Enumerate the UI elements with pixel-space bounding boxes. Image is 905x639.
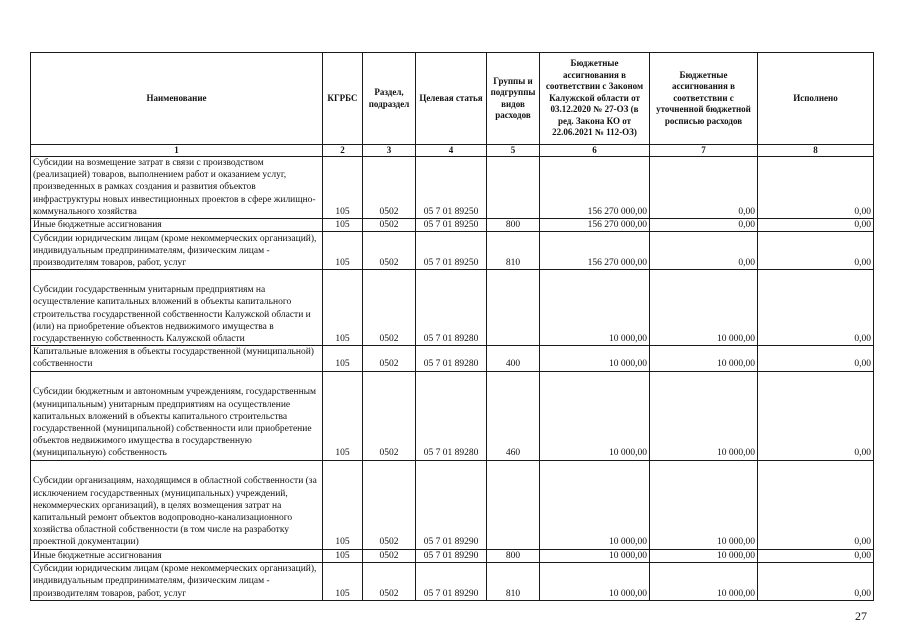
row-razdel: 0502 [363, 157, 416, 219]
row-statya: 05 7 01 89280 [416, 270, 487, 346]
row-name: Субсидии государственным унитарным предприятиям на осуществление капитальных вложений в объекты капитального строительства государственной собственности Калужской области и (или) на приобретение объектов недвижимого имущества в государственную собственность Калужской области [31, 270, 323, 346]
row-ispolneno: 0,00 [758, 219, 874, 232]
row-zakon: 10 000,00 [540, 371, 650, 460]
row-vid: 800 [487, 219, 540, 232]
row-zakon: 10 000,00 [540, 549, 650, 562]
row-kgrbs: 105 [323, 346, 363, 371]
table-row [31, 219, 874, 232]
header-razdel: Раздел, подраздел [363, 53, 416, 145]
row-rospis: 10 000,00 [650, 270, 758, 346]
row-name: Субсидии бюджетным и автономным учреждениям, государственным (муниципальным) унитарным предприятиям на осуществление капитальных вложений в объекты капитального строительства государственной (муниципальной) собственности или приобретение объектов недвижимого имущества в государственную (муниципальную) собственность [31, 371, 323, 460]
row-ispolneno: 0,00 [758, 232, 874, 270]
column-number-row [31, 145, 874, 157]
row-kgrbs: 105 [323, 157, 363, 219]
row-rospis: 0,00 [650, 157, 758, 219]
row-ispolneno: 0,00 [758, 346, 874, 371]
header-row [31, 53, 874, 145]
row-ispolneno: 0,00 [758, 157, 874, 219]
column-number: 1 [31, 145, 323, 157]
row-kgrbs: 105 [323, 460, 363, 549]
row-kgrbs: 105 [323, 549, 363, 562]
row-statya: 05 7 01 89280 [416, 346, 487, 371]
row-zakon: 10 000,00 [540, 270, 650, 346]
column-number: 6 [540, 145, 650, 157]
table-row [31, 346, 874, 371]
row-zakon: 156 270 000,00 [540, 157, 650, 219]
table-row [31, 232, 874, 270]
row-statya: 05 7 01 89250 [416, 232, 487, 270]
row-razdel: 0502 [363, 549, 416, 562]
row-razdel: 0502 [363, 219, 416, 232]
row-statya: 05 7 01 89250 [416, 219, 487, 232]
row-razdel: 0502 [363, 346, 416, 371]
page-number: 27 [855, 609, 867, 623]
table-row [31, 562, 874, 600]
row-name: Субсидии на возмещение затрат в связи с производством (реализацией) товаров, выполнением работ и оказанием услуг, произведенных в рамках создания и развития объектов инфраструктуры новых инвестиционных проектов в сфере жилищно-коммунального хозяйства [31, 157, 323, 219]
row-name: Иные бюджетные ассигнования [31, 549, 323, 562]
row-statya: 05 7 01 89250 [416, 157, 487, 219]
row-ispolneno: 0,00 [758, 562, 874, 600]
header-rospis: Бюджетные ассигнования в соответствии с уточненной бюджетной росписью расходов [650, 53, 758, 145]
row-razdel: 0502 [363, 562, 416, 600]
table-row [31, 549, 874, 562]
row-rospis: 10 000,00 [650, 460, 758, 549]
header-vid: Группы и подгруппы видов расходов [487, 53, 540, 145]
column-number: 3 [363, 145, 416, 157]
row-razdel: 0502 [363, 371, 416, 460]
column-number: 5 [487, 145, 540, 157]
row-statya: 05 7 01 89280 [416, 371, 487, 460]
row-name: Субсидии юридическим лицам (кроме некоммерческих организаций), индивидуальным предпринимателям, физическим лицам - производителям товаров, работ, услуг [31, 232, 323, 270]
row-name: Иные бюджетные ассигнования [31, 219, 323, 232]
table-row [31, 270, 874, 346]
row-kgrbs: 105 [323, 562, 363, 600]
row-ispolneno: 0,00 [758, 460, 874, 549]
header-zakon: Бюджетные ассигнования в соответствии с Законом Калужской области от 03.12.2020 № 27-ОЗ (в ред. Закона КО от 22.06.2021 № 112-ОЗ) [540, 53, 650, 145]
budget-table-sheet [30, 52, 874, 601]
row-statya: 05 7 01 89290 [416, 460, 487, 549]
table-row [31, 157, 874, 219]
row-zakon: 10 000,00 [540, 562, 650, 600]
row-razdel: 0502 [363, 460, 416, 549]
row-vid [487, 460, 540, 549]
row-vid [487, 270, 540, 346]
table-row [31, 460, 874, 549]
budget-table [30, 52, 874, 601]
row-vid: 810 [487, 232, 540, 270]
header-kgrbs: КГРБС [323, 53, 363, 145]
row-vid: 810 [487, 562, 540, 600]
row-zakon: 156 270 000,00 [540, 232, 650, 270]
row-kgrbs: 105 [323, 219, 363, 232]
column-number: 7 [650, 145, 758, 157]
row-kgrbs: 105 [323, 371, 363, 460]
row-rospis: 0,00 [650, 232, 758, 270]
row-zakon: 10 000,00 [540, 460, 650, 549]
row-rospis: 0,00 [650, 219, 758, 232]
header-ispolneno: Исполнено [758, 53, 874, 145]
row-ispolneno: 0,00 [758, 371, 874, 460]
row-vid: 400 [487, 346, 540, 371]
row-statya: 05 7 01 89290 [416, 562, 487, 600]
row-rospis: 10 000,00 [650, 562, 758, 600]
row-name: Субсидии юридическим лицам (кроме некоммерческих организаций), индивидуальным предпринимателям, физическим лицам - производителям товаров, работ, услуг [31, 562, 323, 600]
row-kgrbs: 105 [323, 232, 363, 270]
row-vid: 800 [487, 549, 540, 562]
row-zakon: 156 270 000,00 [540, 219, 650, 232]
row-razdel: 0502 [363, 232, 416, 270]
row-razdel: 0502 [363, 270, 416, 346]
row-name: Капитальные вложения в объекты государственной (муниципальной) собственности [31, 346, 323, 371]
row-ispolneno: 0,00 [758, 270, 874, 346]
header-name: Наименование [31, 53, 323, 145]
row-name: Субсидии организациям, находящимся в областной собственности (за исключением государственных (муниципальных) учреждений, некоммерческих организаций), в целях возмещения затрат на капитальный ремонт объектов водопроводно-канализационного хозяйства областной собственности (в том числе на разработку проектной документации) [31, 460, 323, 549]
row-zakon: 10 000,00 [540, 346, 650, 371]
column-number: 2 [323, 145, 363, 157]
row-vid: 460 [487, 371, 540, 460]
row-vid [487, 157, 540, 219]
table-row [31, 371, 874, 460]
column-number: 4 [416, 145, 487, 157]
row-rospis: 10 000,00 [650, 371, 758, 460]
header-statya: Целевая статья [416, 53, 487, 145]
row-rospis: 10 000,00 [650, 549, 758, 562]
column-number: 8 [758, 145, 874, 157]
row-kgrbs: 105 [323, 270, 363, 346]
row-ispolneno: 0,00 [758, 549, 874, 562]
row-statya: 05 7 01 89290 [416, 549, 487, 562]
row-rospis: 10 000,00 [650, 346, 758, 371]
